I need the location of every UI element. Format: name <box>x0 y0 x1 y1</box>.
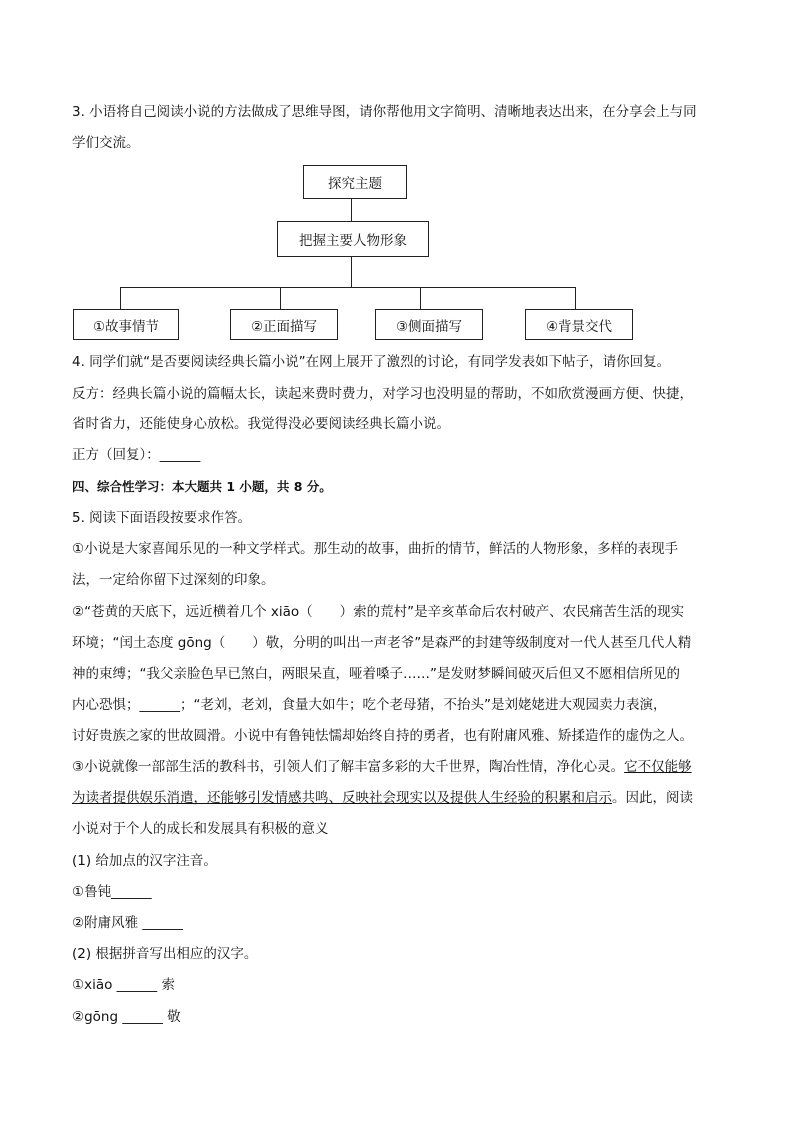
q5-sub-2b: ②gōng ______ 敬 <box>72 1009 181 1025</box>
q4-answer-line: 正方（回复）：______ <box>72 447 201 463</box>
q5-p3-line-1 <box>72 758 692 776</box>
node-leaf-3: ③侧面描写 <box>375 309 483 340</box>
node-middle: 把握主要人物形象 <box>277 221 429 257</box>
q4-line-2: 反方：经典长篇小说的篇幅太长，读起来费时费力，对学习也没明显的帮助，不如欣赏漫画方便、快捷， <box>72 386 693 402</box>
q5-sub-2: (2) 根据拼音写出相应的汉字。 <box>72 946 258 962</box>
q5-p3-line-2 <box>72 789 693 807</box>
node-leaf-1: ①故事情节 <box>73 309 179 340</box>
connector-leaf-3 <box>420 287 421 309</box>
q5-p2-line-4: 内心恐惧；______；“老刘，老刘，食量大如牛；吃个老母猪，不抬头”是刘姥姥进大观园卖力表演， <box>72 697 667 713</box>
q5-p2-line-1: ②“苍黄的天底下，远近横着几个 xiāo（ ）索的荒村”是辛亥革命后农村破产、农民痛苦生活的现实 <box>72 604 685 620</box>
q5-intro: 5. 阅读下面语段按要求作答。 <box>72 510 252 526</box>
node-leaf-4: ④背景交代 <box>525 309 633 340</box>
q5-p3-text-2: 。因此，阅读 <box>612 790 693 806</box>
node-leaf-2: ②正面描写 <box>230 309 338 340</box>
q5-p3-underlined: 它不仅能够 <box>624 759 692 775</box>
connector-top <box>351 198 352 221</box>
q5-p1-line-2: 法，一定给你留下过深刻的印象。 <box>72 572 275 588</box>
q5-p1-line-1: ①小说是大家喜闻乐见的一种文学样式。那生动的故事，曲折的情节，鲜活的人物形象，多样的表现手 <box>72 541 679 557</box>
section-heading: 四、综合性学习：本大题共 1 小题，共 8 分。 <box>72 479 332 494</box>
node-top: 探究主题 <box>303 165 407 199</box>
q5-sub-1b: ②附庸风雅 ______ <box>72 915 183 931</box>
q5-p2-line-2: 环境；“闰土态度 gōng（ ）敬，分明的叫出一声老爷”是森严的封建等级制度对一代人甚至几代人精 <box>72 635 692 651</box>
q5-p2-line-3: 神的束缚；“我父亲脸色早已煞白，两眼呆直，哑着嗓子……”是发财梦瞬间破灭后但又不愿相信所见的 <box>72 666 680 682</box>
connector-middle <box>351 256 352 287</box>
q5-p2-line-5: 讨好贵族之家的世故圆滑。小说中有鲁钝怯懦却始终自持的勇者，也有附庸风雅、矫揉造作的虚伪之人。 <box>72 728 693 744</box>
q5-p3-text: ③小说就像一部部生活的教科书，引领人们了解丰富多彩的大千世界，陶冶性情，净化心灵。 <box>72 759 625 775</box>
q3-line-1: 3. 小语将自己阅读小说的方法做成了思维导图，请你帮他用文字简明、清晰地表达出来，在分享会上与同 <box>72 104 697 120</box>
connector-bar <box>120 287 575 288</box>
connector-leaf-1 <box>120 287 121 309</box>
q4-line-1: 4. 同学们就“是否要阅读经典长篇小说”在网上展开了激烈的讨论，有同学发表如下帖子，请你回复。 <box>72 354 671 370</box>
q5-sub-2a: ①xiāo ______ 索 <box>72 977 175 993</box>
q5-sub-1: (1) 给加点的汉字注音。 <box>72 853 217 869</box>
connector-leaf-4 <box>575 287 576 309</box>
q4-line-3: 省时省力，还能使身心放松。我觉得没必要阅读经典长篇小说。 <box>72 416 450 432</box>
q5-p3-line-3: 小说对于个人的成长和发展具有积极的意义 <box>72 821 329 837</box>
q5-sub-1a: ①鲁钝______ <box>72 884 152 900</box>
q3-line-2: 学们交流。 <box>72 135 140 151</box>
connector-leaf-2 <box>280 287 281 309</box>
q5-p3-underlined-2: 为读者提供娱乐消遣，还能够引发情感共鸣、反映社会现实以及提供人生经验的积累和启示 <box>72 790 612 806</box>
